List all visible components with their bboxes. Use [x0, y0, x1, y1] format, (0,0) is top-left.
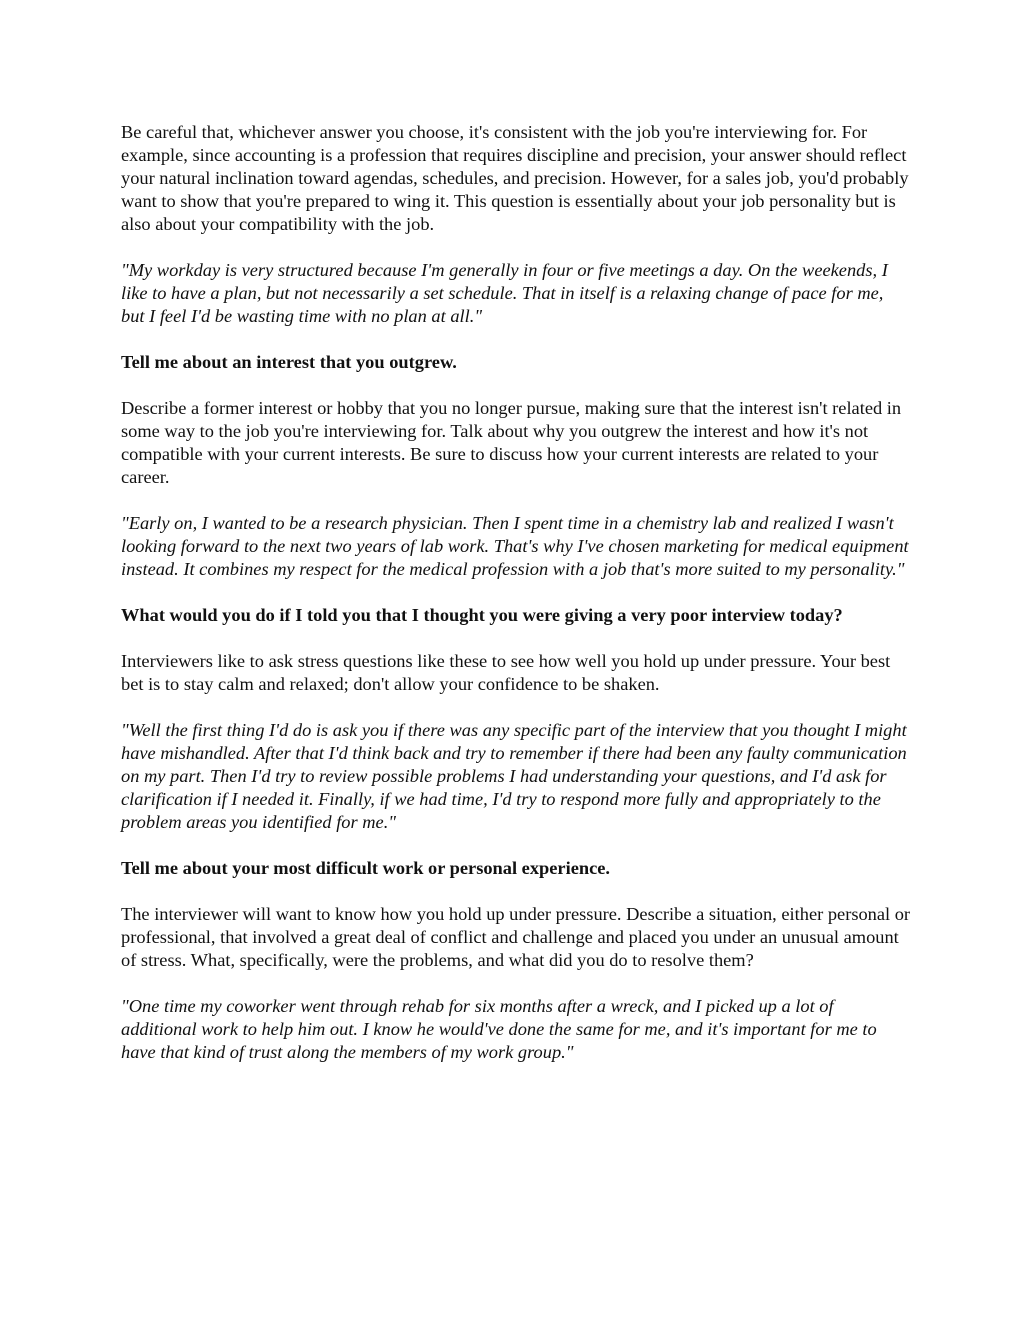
sample-answer-research-physician: "Early on, I wanted to be a research physician. Then I spent time in a chemistry lab and realized I wasn't looking forward to the next two years of lab work. That's why I've chosen marketing for medical equipment instead. It combines my respect for the medical profession with a job that's more suited to my personality."	[121, 513, 909, 579]
question-heading-difficult-experience: Tell me about your most difficult work or personal experience.	[121, 858, 611, 878]
document-page	[121, 121, 911, 1087]
question-heading-outgrew-interest: Tell me about an interest that you outgrew.	[121, 352, 457, 372]
sample-answer-workday: "My workday is very structured because I'm generally in four or five meetings a day. On the weekends, I like to have a plan, but not necessarily a set schedule. That in itself is a relaxing change of pace for me, but I feel I'd be wasting time with no plan at all."	[121, 260, 888, 326]
paragraph-stress-questions-advice: Interviewers like to ask stress questions like these to see how well you hold up under pressure. Your best bet is to stay calm and relaxed; don't allow your confidence to be shaken.	[121, 651, 891, 694]
paragraph-consistency-advice: Be careful that, whichever answer you choose, it's consistent with the job you're interviewing for. For example, since accounting is a profession that requires discipline and precision, your answer should reflect your natural inclination toward agendas, schedules, and precision. However, for a sales job, you'd probably want to show that you're prepared to wing it. This question is essentially about your job personality but is also about your compatibility with the job.	[121, 122, 909, 234]
sample-answer-coworker-rehab: "One time my coworker went through rehab for six months after a wreck, and I picked up a lot of additional work to help him out. I know he would've done the same for me, and it's important for me to have that kind of trust along the members of my work group."	[121, 996, 877, 1062]
sample-answer-mishandled: "Well the first thing I'd do is ask you if there was any specific part of the interview that you thought I might have mishandled. After that I'd think back and try to remember if there had been any faulty communication on my part. Then I'd try to review possible problems I had understanding your questions, and I'd ask for clarification if I needed it. Finally, if we had time, I'd try to respond more fully and appropriately to the problem areas you identified for me."	[121, 720, 907, 832]
paragraph-pressure-advice: The interviewer will want to know how you hold up under pressure. Describe a situation, either personal or professional, that involved a great deal of conflict and challenge and placed you under an unusual amount of stress. What, specifically, were the problems, and what did you do to resolve them?	[121, 904, 911, 970]
question-heading-poor-interview: What would you do if I told you that I thought you were giving a very poor interview today?	[121, 605, 843, 625]
paragraph-former-interest-advice: Describe a former interest or hobby that you no longer pursue, making sure that the interest isn't related in some way to the job you're interviewing for. Talk about why you outgrew the interest and how it's not compatible with your current interests. Be sure to discuss how your current interests are related to your career.	[121, 398, 902, 487]
